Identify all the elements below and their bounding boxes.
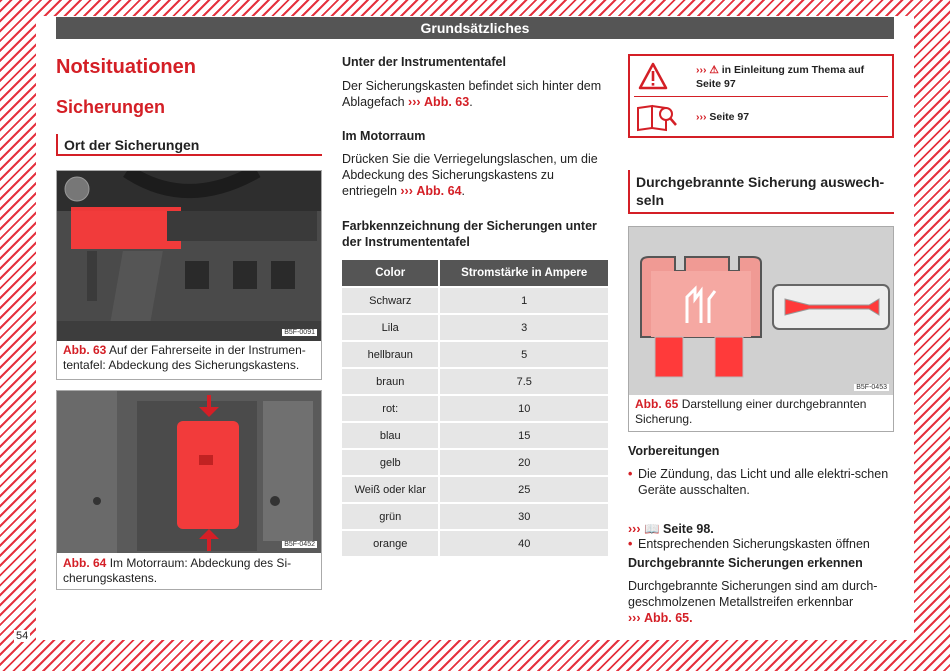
paragraph-engine-bay: Drücken Sie die Verriegelungslaschen, um die Abdeckung des Sicherungskastens zu entriegeln ››› Abb. 64.	[342, 152, 598, 198]
heading-engine-bay: Im Motorraum	[342, 129, 426, 143]
cell-ampere: 15	[440, 423, 608, 448]
figure-63	[56, 170, 322, 380]
cell-ampere: 25	[440, 477, 608, 502]
figure-63-id: B5F-0091	[284, 329, 315, 336]
figure-65-caption	[635, 397, 889, 427]
column-header: Color	[342, 260, 440, 286]
running-header: Grundsätzliches	[56, 17, 894, 39]
figure-65-ref: Abb. 65	[635, 397, 679, 411]
ref-arrow-icon: ›››	[400, 184, 413, 198]
table-row	[342, 315, 608, 340]
figure-63-caption	[63, 343, 317, 373]
link-abb-65[interactable]: Abb. 65.	[643, 611, 693, 625]
ref-arrow-icon: ›››	[696, 111, 707, 123]
figure-64-caption	[63, 556, 317, 586]
warning-ref-line1: in Einleitung zum Thema auf	[721, 64, 865, 76]
table-row	[342, 423, 608, 448]
warning-reference-text[interactable]	[696, 63, 864, 91]
link-abb-63[interactable]: Abb. 63	[424, 95, 470, 109]
cell-ampere: 40	[440, 531, 608, 556]
engine-bay-illustration	[57, 391, 321, 553]
ref-arrow-icon: ›››	[408, 95, 421, 109]
cell-color: Schwarz	[342, 288, 440, 313]
paragraph-instrument-text: Der Sicherungskasten befindet sich hinter dem Ablagefach	[342, 79, 602, 109]
cell-color: hellbraun	[342, 342, 440, 367]
cell-ampere: 1	[440, 288, 608, 313]
bullet-open-fusebox: • Entsprechenden Sicherungskasten öffnen	[628, 536, 906, 552]
cell-color: Lila	[342, 315, 440, 340]
heading-color-coding: Farbkennzeichnung der Sicherungen unter der Instrumententafel	[342, 219, 597, 249]
page-number: 54	[16, 630, 29, 642]
cell-color: braun	[342, 369, 440, 394]
table-row	[342, 531, 608, 556]
figure-65	[628, 226, 894, 432]
cell-ampere: 30	[440, 504, 608, 529]
figure-64-caption-text: Im Motorraum: Abdeckung des Si-cherungskastens.	[63, 556, 292, 585]
heading-instrument-panel: Unter der Instrumententafel	[342, 55, 506, 69]
paragraph-engine-text: Drücken Sie die Verriegelungslaschen, um die Abdeckung des Sicherungskastens zu entriegeln	[342, 152, 598, 198]
cell-color: gelb	[342, 450, 440, 475]
fuse-color-table	[342, 258, 608, 558]
cell-color: orange	[342, 531, 440, 556]
cell-color: blau	[342, 423, 440, 448]
blown-fuse-illustration	[629, 227, 893, 395]
warning-triangle-icon	[638, 62, 668, 90]
link-abb-64[interactable]: Abb. 64	[416, 184, 462, 198]
figure-65-id: B5F-0453	[856, 384, 887, 391]
section-heading-location: Ort der Sicherungen	[56, 134, 322, 156]
paragraph-instrument-panel: Der Sicherungskasten befindet sich hinter dem Ablagefach ››› Abb. 63.	[342, 79, 602, 109]
warning-reference-box	[628, 54, 894, 138]
link-seite-98[interactable]: Seite 98.	[663, 522, 714, 536]
section-heading-replace: Durchgebrannte Sicherung auswech-seln	[628, 170, 894, 214]
table-row	[342, 342, 608, 367]
cell-color: Weiß oder klar	[342, 477, 440, 502]
figure-64-id: B5F-0452	[284, 541, 315, 548]
paragraph-detect-ref	[628, 610, 896, 626]
ref-arrow-icon: ›››	[628, 522, 641, 536]
table-row	[342, 477, 608, 502]
table-row	[342, 450, 608, 475]
ref-arrow-icon: ›››	[628, 611, 641, 625]
book-ref-line: Seite 97	[709, 111, 750, 123]
book-search-small-icon: 📖	[643, 522, 660, 536]
bullet-open-fusebox-ref	[628, 521, 896, 537]
cell-ampere: 7.5	[440, 369, 608, 394]
small-warning-icon: ⚠	[709, 64, 719, 76]
table-row	[342, 396, 608, 421]
figure-63-caption-text: Auf der Fahrerseite in der Instrumen-tentafel: Abdeckung des Sicherungskastens.	[63, 343, 306, 372]
figure-64	[56, 390, 322, 590]
cell-ampere: 10	[440, 396, 608, 421]
book-reference-text[interactable]	[696, 110, 749, 124]
figure-63-ref: Abb. 63	[63, 343, 107, 357]
chapter-title: Notsituationen	[56, 56, 196, 78]
paragraph-detect: Durchgebrannte Sicherungen sind am durch-geschmolzenen Metallstreifen erkennbar	[628, 579, 878, 609]
figure-64-ref: Abb. 64	[63, 556, 107, 570]
cell-ampere: 3	[440, 315, 608, 340]
figure-65-caption-text: Darstellung einer durchgebrannten Sicherung.	[635, 397, 867, 426]
table-row	[342, 288, 608, 313]
cell-color: grün	[342, 504, 440, 529]
table-row	[342, 504, 608, 529]
heading-preparations: Vorbereitungen	[628, 444, 720, 458]
bullet-switch-off: • Die Zündung, das Licht und alle elektri-schen Geräte ausschalten.	[628, 466, 906, 498]
column-header: Stromstärke in Ampere	[440, 260, 608, 286]
warning-divider	[634, 96, 888, 97]
table-row	[342, 369, 608, 394]
heading-detect: Durchgebrannte Sicherungen erkennen	[628, 556, 863, 570]
warning-ref-line2: Seite 97	[696, 78, 736, 90]
dashboard-illustration	[57, 171, 321, 341]
ref-arrow-icon: ›››	[696, 64, 707, 76]
chapter-subtitle: Sicherungen	[56, 97, 166, 117]
book-search-icon	[636, 102, 678, 132]
table-header-row	[342, 260, 608, 286]
cell-ampere: 20	[440, 450, 608, 475]
cell-color: rot:	[342, 396, 440, 421]
cell-ampere: 5	[440, 342, 608, 367]
